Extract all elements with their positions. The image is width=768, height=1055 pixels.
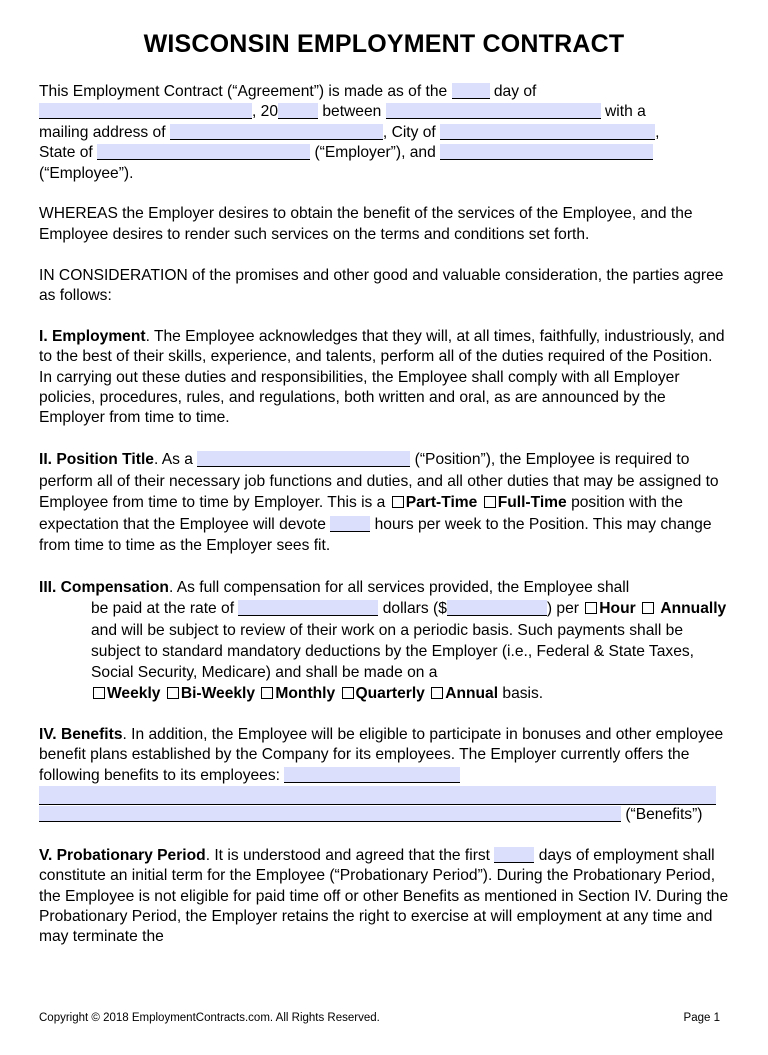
consideration-paragraph: IN CONSIDERATION of the promises and other good and valuable consideration, the parties agree as follows:	[39, 266, 724, 305]
intro-paragraph	[39, 82, 729, 184]
section-text: . In addition, the Employee will be eligible to participate in bonuses and other employee benefit plans established by the Company for its employees. The Employer currently offers the following benefits to its employees:	[39, 725, 724, 784]
section-text: . As a	[153, 451, 193, 469]
checkbox-label: Part-Time	[405, 494, 478, 512]
annually-checkbox[interactable]	[642, 602, 654, 614]
whereas-paragraph: WHEREAS the Employer desires to obtain the benefit of the services of the Employee, and the Employee desires to render such services on the terms and conditions set forth.	[39, 205, 693, 243]
monthly-checkbox[interactable]	[261, 687, 273, 699]
employer-state-field[interactable]	[97, 144, 310, 160]
biweekly-checkbox[interactable]	[167, 687, 179, 699]
intro-text: ,	[655, 123, 660, 141]
footer-copyright: Copyright © 2018 EmploymentContracts.com. All Rights Reserved.	[39, 1012, 380, 1024]
checkbox-label: Annual	[445, 685, 499, 703]
section-text: hours per week to the Position. This may change from time to time as the Employer sees fit.	[39, 515, 712, 555]
section-heading: III. Compensation	[39, 579, 169, 597]
benefits-field-3[interactable]	[39, 806, 621, 822]
employer-address-field[interactable]	[170, 124, 383, 140]
intro-text: , 20	[252, 103, 279, 121]
full-time-checkbox[interactable]	[484, 496, 496, 508]
month-field[interactable]	[39, 103, 252, 119]
intro-text: State of	[39, 144, 93, 162]
benefits-field-2[interactable]	[39, 786, 716, 805]
intro-text: with a	[605, 103, 646, 121]
hours-field[interactable]	[330, 516, 370, 532]
section-benefits	[39, 725, 729, 786]
section-text: (“Position”), the Employee is required to perform all of their necessary job functions and duties, and all other duties that may be assigned to Employee from time to time by Employer. This is a	[39, 451, 719, 512]
part-time-checkbox[interactable]	[392, 496, 404, 508]
day-field[interactable]	[452, 83, 490, 99]
employee-name-field[interactable]	[440, 144, 653, 160]
section-text: basis.	[502, 685, 544, 703]
rate-amount-field[interactable]	[447, 600, 547, 616]
section-text: days of employment shall constitute an initial term for the Employee (“Probationary Period”). During the Probationary Period, the Employee is not eligible for paid time off or other Benefits as mentioned in Section IV. During the Probationary Period, the Employer retains the right to exercise at will employment at any time and may terminate the	[39, 846, 729, 946]
intro-text: , City of	[382, 123, 436, 141]
probation-days-field[interactable]	[494, 847, 534, 863]
annual-checkbox[interactable]	[431, 687, 443, 699]
intro-text: mailing address of	[39, 123, 166, 141]
weekly-checkbox[interactable]	[93, 687, 105, 699]
intro-text: This Employment Contract (“Agreement”) is made as of the	[39, 83, 448, 100]
checkbox-label: Monthly	[275, 685, 336, 703]
checkbox-label: Quarterly	[355, 685, 425, 703]
section-heading: II. Position Title	[39, 451, 154, 469]
checkbox-label: Full-Time	[497, 494, 567, 512]
checkbox-label: Hour	[599, 600, 636, 618]
section-text: be paid at the rate of	[91, 600, 235, 618]
section-text: . The Employee acknowledges that they will, at all times, faithfully, industriously, and to the best of their skills, experience, and talents, perform all of the duties required of the Position. In carrying out these duties and responsibilities, the Employee shall comply with all Employer policies, procedures, rules, and regulations, both written and oral, as are announced by the Employer from time to time.	[39, 327, 725, 427]
section-heading: IV. Benefits	[39, 725, 123, 743]
section-text: and will be subject to review of their work on a periodic basis. Such payments shall be subject to standard mandatory deductions by the Employer (i.e., Federal & State Taxes, Social Security, Medicare) and shall be made on a	[91, 621, 694, 681]
section-text: (“Benefits”)	[625, 805, 703, 823]
section-heading: I. Employment	[39, 327, 146, 345]
section-text: . As full compensation for all services provided, the Employee shall	[168, 579, 630, 597]
section-compensation	[39, 577, 729, 598]
section-employment	[39, 327, 729, 429]
benefits-field-1[interactable]	[284, 767, 460, 783]
quarterly-checkbox[interactable]	[342, 687, 354, 699]
compensation-details	[39, 598, 729, 704]
rate-words-field[interactable]	[238, 600, 378, 616]
document-title: WISCONSIN EMPLOYMENT CONTRACT	[143, 30, 625, 58]
footer-page-number: Page 1	[683, 1012, 720, 1024]
section-probationary	[39, 846, 729, 948]
hour-checkbox[interactable]	[585, 602, 597, 614]
section-text: position with the expectation that the Employee will devote	[39, 494, 683, 533]
checkbox-label: Bi-Weekly	[180, 685, 256, 703]
section-text: . It is understood and agreed that the first	[205, 846, 491, 864]
position-field[interactable]	[197, 451, 410, 467]
section-text: ) per	[546, 600, 579, 618]
intro-text: (“Employer”), and	[314, 144, 436, 162]
year-field[interactable]	[278, 103, 318, 119]
section-position-title	[39, 449, 729, 557]
benefits-last-line	[39, 805, 729, 825]
intro-text: between	[322, 103, 382, 121]
checkbox-label: Annually	[660, 600, 727, 618]
intro-text: (“Employee”).	[39, 164, 134, 182]
employer-city-field[interactable]	[440, 124, 655, 140]
intro-text: day of	[493, 83, 537, 100]
employer-name-field[interactable]	[386, 103, 601, 119]
checkbox-label: Weekly	[107, 685, 161, 703]
section-text: dollars ($	[382, 600, 447, 618]
section-heading: V. Probationary Period	[39, 846, 206, 864]
document-body	[39, 82, 729, 948]
